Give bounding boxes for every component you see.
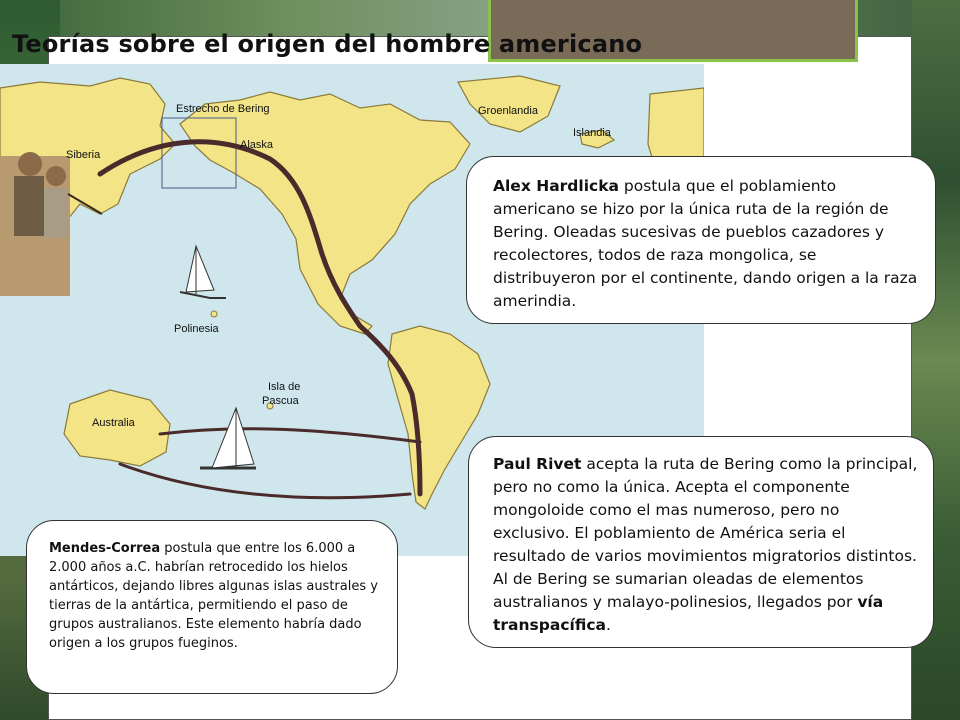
callout-rivet: [468, 436, 934, 648]
callout-rivet-emphasis: vía transpacífica: [493, 593, 884, 634]
label-alaska: Alaska: [240, 139, 274, 151]
callout-mendes-name: Mendes-Correa: [49, 541, 161, 556]
callout-hardlicka: [466, 156, 936, 324]
label-groenlandia: Groenlandia: [478, 105, 538, 117]
callout-hardlicka-name: Alex Hardlicka: [493, 177, 619, 195]
callout-rivet-end: .: [605, 616, 611, 634]
label-siberia: Siberia: [66, 149, 101, 161]
label-australia: Australia: [92, 417, 135, 429]
label-pascua: Pascua: [262, 395, 299, 407]
callout-rivet-text: acepta la ruta de Bering como la principal, pero no como la única. Acepta el componente mongoloide como el mas numeroso, pero no exclusivo. El poblamiento de América seria el resultado de varios movimientos migratorios distintos. Al de Bering se sumarian oleadas de elementos australianos y malayo-polinesios, llegados por: [493, 455, 918, 611]
label-isla-de: Isla de: [268, 381, 301, 393]
callout-mendes: [26, 520, 398, 694]
island-polinesia: [211, 311, 217, 317]
callout-mendes-text: postula que entre los 6.000 a 2.000 años a.C. habrían retrocedido los hielos antárticos, dejando libres algunas islas australes y tierras de la antártica, permitiendo el paso de grupos australianos. Este elemento habría dado origen a los grupos fueginos.: [49, 541, 378, 651]
label-bering: Estrecho de Bering: [176, 103, 270, 115]
slide-title: Teorías sobre el origen del hombre americano: [12, 30, 643, 58]
label-islandia: Islandia: [573, 127, 611, 139]
callout-hardlicka-text: postula que el poblamiento americano se hizo por la única ruta de la región de Bering. Oleadas sucesivas de pueblos cazadores y recolectores, todos de raza mongolica, se distribuyeron por el continente, dando origen a la raza amerindia.: [493, 177, 918, 310]
label-polinesia: Polinesia: [174, 323, 219, 335]
callout-rivet-name: Paul Rivet: [493, 455, 582, 473]
